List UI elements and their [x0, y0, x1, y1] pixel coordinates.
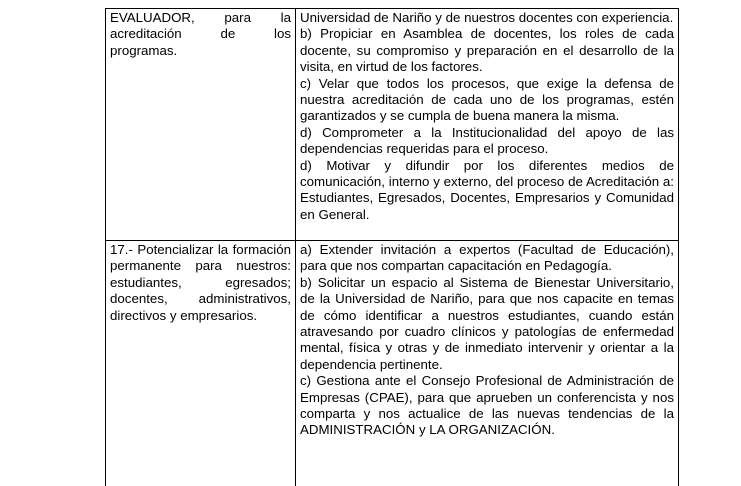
- objective-text: 17.- Potencializar la formación permanente para nuestros: estudiantes, egresados; docentes, administrativos, directivos y empresarios.: [110, 242, 291, 323]
- strategy-table: [105, 8, 679, 486]
- objective-cell: [106, 241, 296, 486]
- action-item: b) Solicitar un espacio al Sistema de Bienestar Universitario, de la Universidad de Nariño, para que nos capacite en temas de cómo identificar a nuestros estudiantes, cuando están atravesando por cuadro clínicos y patologías de enfermedad mental, física y otras y de inmediato intervenir y orientar a la dependencia pertinente.: [300, 274, 674, 372]
- actions-cell: [296, 241, 679, 486]
- table-row: [106, 9, 679, 241]
- action-item: d) Comprometer a la Institucionalidad del apoyo de las dependencias requeridas para el proceso.: [300, 124, 674, 157]
- table-row: [106, 241, 679, 486]
- objective-text: EVALUADOR, para la acreditación de los programas.: [110, 10, 291, 58]
- objective-cell: [106, 9, 296, 241]
- action-item: Universidad de Nariño y de nuestros docentes con experiencia.: [300, 10, 674, 25]
- action-item: d) Motivar y difundir por los diferentes medios de comunicación, interno y externo, del proceso de Acreditación a: Estudiantes, Egresados, Docentes, Empresarios y Comunidad en General.: [300, 157, 674, 222]
- action-item: a) Extender invitación a expertos (Facultad de Educación), para que nos compartan capacitación en Pedagogía.: [300, 242, 674, 274]
- action-item: b) Propiciar en Asamblea de docentes, los roles de cada docente, su compromiso y preparación en el desarrollo de la visita, en virtud de los factores.: [300, 26, 674, 75]
- action-item: c) Gestiona ante el Consejo Profesional de Administración de Empresas (CPAE), para que aprueben un conferencista y nos comparta y nos actualice de las nuevas tendencias de la ADMINISTRACIÓN y LA ORGANIZACIÓN.: [300, 373, 674, 438]
- actions-cell: [296, 9, 679, 241]
- action-item: c) Velar que todos los procesos, que exige la defensa de nuestra acreditación de cada uno de los programas, estén garantizados y se cumpla de buena manera la misma.: [300, 75, 674, 124]
